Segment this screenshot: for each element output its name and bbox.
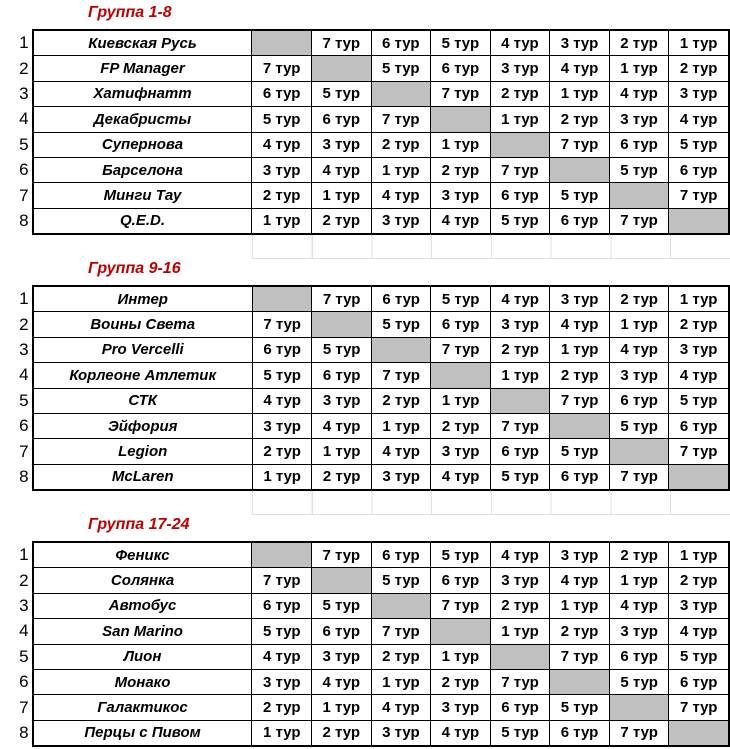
round-cell[interactable]: 6 тур [311,107,371,132]
blocked-cell[interactable] [609,695,669,720]
blocked-cell[interactable] [490,132,550,157]
round-cell[interactable]: 5 тур [371,568,431,593]
row-number: 6 [0,669,33,694]
table-row [0,157,729,182]
round-cell[interactable]: 1 тур [252,208,312,234]
round-cell[interactable]: 3 тур [431,439,491,464]
round-cell[interactable]: 1 тур [311,183,371,208]
round-cell[interactable]: 2 тур [669,56,729,81]
round-cell[interactable]: 3 тур [669,593,729,618]
round-cell[interactable]: 3 тур [550,542,610,568]
round-cell[interactable]: 5 тур [609,669,669,694]
round-cell[interactable]: 4 тур [431,464,491,490]
round-cell[interactable]: 2 тур [550,619,610,644]
round-cell[interactable]: 2 тур [311,208,371,234]
round-cell[interactable]: 2 тур [252,183,312,208]
round-cell[interactable]: 7 тур [252,312,312,337]
round-cell[interactable]: 4 тур [490,286,550,312]
row-number: 1 [0,286,33,312]
round-cell[interactable]: 6 тур [252,337,312,362]
round-cell[interactable]: 7 тур [252,568,312,593]
round-cell[interactable]: 1 тур [490,363,550,388]
round-cell[interactable]: 4 тур [550,56,610,81]
round-cell[interactable]: 5 тур [550,183,610,208]
group-title: Группа 9-16 [88,260,181,277]
round-cell[interactable]: 1 тур [609,568,669,593]
round-cell[interactable]: 6 тур [609,132,669,157]
round-cell[interactable]: 1 тур [609,56,669,81]
team-name[interactable]: Минги Тау [33,183,252,208]
blocked-cell[interactable] [252,286,312,312]
team-name[interactable]: San Marino [33,619,252,644]
round-cell[interactable]: 5 тур [490,720,550,746]
round-cell[interactable]: 7 тур [371,107,431,132]
blocked-cell[interactable] [312,568,372,593]
team-name[interactable]: Корлеоне Атлетик [33,363,253,388]
row-number: 1 [0,542,33,568]
round-cell[interactable]: 6 тур [371,286,431,312]
row-number: 4 [0,363,33,388]
round-cell[interactable]: 3 тур [550,30,610,56]
team-name[interactable]: Галактикос [33,695,252,720]
table-row [0,81,729,106]
team-name[interactable]: Барселона [33,157,252,182]
round-cell[interactable]: 5 тур [550,439,610,464]
round-cell[interactable]: 6 тур [609,388,669,413]
round-cell[interactable]: 7 тур [669,439,729,464]
round-cell[interactable]: 6 тур [252,593,312,618]
round-cell[interactable]: 5 тур [550,695,610,720]
round-cell[interactable]: 5 тур [311,81,371,106]
round-cell[interactable]: 4 тур [371,183,431,208]
round-cell[interactable]: 3 тур [609,619,669,644]
round-cell[interactable]: 2 тур [431,157,491,182]
round-cell[interactable]: 3 тур [550,286,610,312]
team-name[interactable]: FP Manager [33,56,252,81]
round-cell[interactable]: 4 тур [252,388,312,413]
table-row [0,413,729,438]
team-name[interactable]: Перцы с Пивом [33,720,252,746]
round-cell[interactable]: 7 тур [371,619,431,644]
team-name[interactable]: Лион [33,644,252,669]
team-name[interactable]: Феникс [33,542,252,568]
team-name[interactable]: СТК [33,388,253,413]
round-cell[interactable]: 7 тур [609,208,669,234]
round-cell[interactable]: 5 тур [312,593,372,618]
blocked-cell[interactable] [431,363,491,388]
round-cell[interactable]: 3 тур [252,669,312,694]
row-number: 5 [0,644,33,669]
round-cell[interactable]: 3 тур [312,388,372,413]
round-cell[interactable]: 5 тур [669,388,729,413]
round-cell[interactable]: 4 тур [609,593,669,618]
round-cell[interactable]: 3 тур [490,56,550,81]
round-cell[interactable]: 2 тур [312,464,372,490]
team-name[interactable]: Эйфория [33,413,253,438]
blocked-cell[interactable] [490,644,550,669]
round-cell[interactable]: 2 тур [609,542,669,568]
round-cell[interactable]: 5 тур [252,363,312,388]
round-cell[interactable]: 5 тур [252,619,312,644]
blocked-cell[interactable] [371,593,431,618]
round-cell[interactable]: 1 тур [669,286,729,312]
round-cell[interactable]: 4 тур [550,312,610,337]
round-cell[interactable]: 1 тур [371,157,431,182]
schedule-table [0,285,730,491]
table-row [0,30,729,56]
round-cell[interactable]: 1 тур [431,644,491,669]
round-cell[interactable]: 6 тур [431,568,491,593]
blocked-cell[interactable] [669,208,729,234]
round-cell[interactable]: 4 тур [371,695,431,720]
round-cell[interactable]: 5 тур [371,56,431,81]
round-cell[interactable]: 1 тур [431,388,491,413]
round-cell[interactable]: 6 тур [550,208,610,234]
blocked-cell[interactable] [252,542,312,568]
round-cell[interactable]: 7 тур [431,81,491,106]
round-cell[interactable]: 2 тур [490,337,550,362]
round-cell[interactable]: 2 тур [550,107,610,132]
round-cell[interactable]: 4 тур [371,439,431,464]
round-cell[interactable]: 6 тур [312,363,372,388]
round-cell[interactable]: 1 тур [312,695,372,720]
round-cell[interactable]: 3 тур [371,720,431,746]
round-cell[interactable]: 6 тур [431,312,491,337]
blocked-cell[interactable] [431,107,491,132]
row-number: 8 [0,720,33,746]
table-row [0,593,729,618]
round-cell[interactable]: 4 тур [431,208,491,234]
team-name[interactable]: Воины Света [33,312,253,337]
round-cell[interactable]: 1 тур [550,337,610,362]
row-number: 1 [0,30,33,56]
table-row [0,619,729,644]
round-cell[interactable]: 6 тур [312,619,372,644]
round-cell[interactable]: 2 тур [609,286,669,312]
round-cell[interactable]: 4 тур [252,132,312,157]
table-row [0,363,729,388]
table-row [0,568,729,593]
round-cell[interactable]: 3 тур [252,157,312,182]
round-cell[interactable]: 6 тур [490,439,550,464]
round-cell[interactable]: 5 тур [312,337,372,362]
round-cell[interactable]: 2 тур [252,439,312,464]
table-row [0,388,729,413]
round-cell[interactable]: 4 тур [669,619,729,644]
round-cell[interactable]: 5 тур [490,464,550,490]
blocked-cell[interactable] [371,81,431,106]
round-cell[interactable]: 2 тур [669,312,729,337]
table-row [0,337,729,362]
round-cell[interactable]: 4 тур [311,157,371,182]
round-cell[interactable]: 3 тур [609,363,669,388]
round-cell[interactable]: 1 тур [550,593,610,618]
round-cell[interactable]: 5 тур [490,208,550,234]
round-cell[interactable]: 7 тур [312,542,372,568]
blocked-cell[interactable] [550,413,610,438]
row-number: 6 [0,157,33,182]
round-cell[interactable]: 5 тур [669,132,729,157]
round-cell[interactable]: 2 тур [371,644,431,669]
row-number: 4 [0,107,33,132]
round-cell[interactable]: 5 тур [609,413,669,438]
table-row [0,644,729,669]
round-cell[interactable]: 3 тур [431,183,491,208]
round-cell[interactable]: 6 тур [371,542,431,568]
table-row [0,669,729,694]
round-cell[interactable]: 3 тур [431,695,491,720]
round-cell[interactable]: 3 тур [371,208,431,234]
row-number: 5 [0,132,33,157]
round-cell[interactable]: 3 тур [609,107,669,132]
row-number: 3 [0,337,33,362]
round-cell[interactable]: 6 тур [252,81,312,106]
round-cell[interactable]: 4 тур [609,81,669,106]
round-cell[interactable]: 4 тур [550,568,610,593]
round-cell[interactable]: 6 тур [490,695,550,720]
blocked-cell[interactable] [609,183,669,208]
round-cell[interactable]: 4 тур [312,413,372,438]
round-cell[interactable]: 1 тур [669,30,729,56]
blocked-cell[interactable] [371,337,431,362]
round-cell[interactable]: 4 тур [490,30,550,56]
round-cell[interactable]: 2 тур [669,568,729,593]
empty-grid-row [252,489,730,515]
round-cell[interactable]: 7 тур [371,363,431,388]
round-cell[interactable]: 1 тур [252,720,312,746]
team-name[interactable]: Монако [33,669,252,694]
round-cell[interactable]: 1 тур [550,81,610,106]
row-number: 3 [0,81,33,106]
round-cell[interactable]: 2 тур [490,81,550,106]
row-number: 7 [0,439,33,464]
round-cell[interactable]: 5 тур [431,286,491,312]
round-cell[interactable]: 7 тур [609,720,669,746]
round-cell[interactable]: 1 тур [431,132,491,157]
schedule-table [0,29,730,235]
round-cell[interactable]: 3 тур [371,464,431,490]
round-cell[interactable]: 2 тур [371,132,431,157]
blocked-cell[interactable] [550,669,610,694]
round-cell[interactable]: 7 тур [669,183,729,208]
round-cell[interactable]: 7 тур [431,337,491,362]
round-cell[interactable]: 6 тур [669,413,729,438]
round-cell[interactable]: 7 тур [490,669,550,694]
round-cell[interactable]: 6 тур [371,30,431,56]
round-cell[interactable]: 2 тур [431,413,491,438]
round-cell[interactable]: 4 тур [252,644,312,669]
round-cell[interactable]: 5 тур [669,644,729,669]
schedule-table [0,541,730,747]
row-number: 4 [0,619,33,644]
table-row [0,439,729,464]
round-cell[interactable]: 7 тур [550,132,610,157]
round-cell[interactable]: 7 тур [312,286,372,312]
table-row [0,312,729,337]
empty-grid-row [252,233,730,259]
round-cell[interactable]: 7 тур [311,30,371,56]
round-cell[interactable]: 6 тур [609,644,669,669]
round-cell[interactable]: 6 тур [490,183,550,208]
round-cell[interactable]: 4 тур [669,107,729,132]
blocked-cell[interactable] [252,30,312,56]
round-cell[interactable]: 1 тур [252,464,312,490]
row-number: 7 [0,695,33,720]
round-cell[interactable]: 6 тур [550,464,610,490]
round-cell[interactable]: 5 тур [252,107,312,132]
round-cell[interactable]: 1 тур [490,107,550,132]
row-number: 7 [0,183,33,208]
round-cell[interactable]: 7 тур [609,464,669,490]
round-cell[interactable]: 3 тур [311,132,371,157]
group-title: Группа 1-8 [88,4,172,21]
team-name[interactable]: Декабристы [33,107,252,132]
round-cell[interactable]: 4 тур [609,337,669,362]
team-name[interactable]: McLaren [33,464,253,490]
blocked-cell[interactable] [311,56,371,81]
round-cell[interactable]: 6 тур [550,720,610,746]
round-cell[interactable]: 3 тур [490,568,550,593]
team-name[interactable]: Legion [33,439,253,464]
team-name[interactable]: Интер [33,286,253,312]
blocked-cell[interactable] [669,464,729,490]
round-cell[interactable]: 7 тур [550,388,610,413]
round-cell[interactable]: 7 тур [431,593,491,618]
round-cell[interactable]: 1 тур [312,439,372,464]
round-cell[interactable]: 2 тур [312,720,372,746]
round-cell[interactable]: 7 тур [490,157,550,182]
blocked-cell[interactable] [609,439,669,464]
table-row [0,208,729,234]
table-row [0,107,729,132]
row-number: 8 [0,464,33,490]
blocked-cell[interactable] [669,720,729,746]
table-row [0,542,729,568]
round-cell[interactable]: 5 тур [431,542,491,568]
round-cell[interactable]: 5 тур [431,30,491,56]
row-number: 2 [0,312,33,337]
round-cell[interactable]: 3 тур [669,81,729,106]
row-number: 6 [0,413,33,438]
row-number: 2 [0,56,33,81]
round-cell[interactable]: 7 тур [669,695,729,720]
round-cell[interactable]: 7 тур [252,56,312,81]
round-cell[interactable]: 7 тур [550,644,610,669]
table-row [0,464,729,490]
round-cell[interactable]: 4 тур [431,720,491,746]
team-name[interactable]: Автобус [33,593,252,618]
round-cell[interactable]: 5 тур [609,157,669,182]
round-cell[interactable]: 2 тур [371,388,431,413]
round-cell[interactable]: 3 тур [669,337,729,362]
row-number: 3 [0,593,33,618]
row-number: 5 [0,388,33,413]
round-cell[interactable]: 4 тур [669,363,729,388]
blocked-cell[interactable] [550,157,610,182]
table-row [0,695,729,720]
round-cell[interactable]: 1 тур [609,312,669,337]
round-cell[interactable]: 7 тур [490,413,550,438]
round-cell[interactable]: 4 тур [490,542,550,568]
round-cell[interactable]: 3 тур [252,413,312,438]
round-cell[interactable]: 6 тур [431,56,491,81]
round-cell[interactable]: 1 тур [371,413,431,438]
group-title: Группа 17-24 [88,516,190,533]
table-row [0,132,729,157]
round-cell[interactable]: 2 тур [490,593,550,618]
row-number: 8 [0,208,33,234]
blocked-cell[interactable] [312,312,372,337]
team-name[interactable]: Pro Vercelli [33,337,253,362]
team-name[interactable]: Q.E.D. [33,208,252,234]
round-cell[interactable]: 3 тур [312,644,372,669]
round-cell[interactable]: 1 тур [490,619,550,644]
table-row [0,720,729,746]
team-name[interactable]: Киевская Русь [33,30,252,56]
round-cell[interactable]: 6 тур [669,157,729,182]
round-cell[interactable]: 2 тур [431,669,491,694]
round-cell[interactable]: 2 тур [550,363,610,388]
row-number: 2 [0,568,33,593]
blocked-cell[interactable] [431,619,491,644]
team-name[interactable]: Супернова [33,132,252,157]
team-name[interactable]: Солянка [33,568,252,593]
table-row [0,286,729,312]
round-cell[interactable]: 5 тур [371,312,431,337]
round-cell[interactable]: 4 тур [312,669,372,694]
round-cell[interactable]: 2 тур [609,30,669,56]
team-name[interactable]: Хатифнатт [33,81,252,106]
round-cell[interactable]: 3 тур [490,312,550,337]
round-cell[interactable]: 1 тур [669,542,729,568]
blocked-cell[interactable] [490,388,550,413]
table-row [0,183,729,208]
table-row [0,56,729,81]
round-cell[interactable]: 2 тур [252,695,312,720]
round-cell[interactable]: 1 тур [371,669,431,694]
round-cell[interactable]: 6 тур [669,669,729,694]
